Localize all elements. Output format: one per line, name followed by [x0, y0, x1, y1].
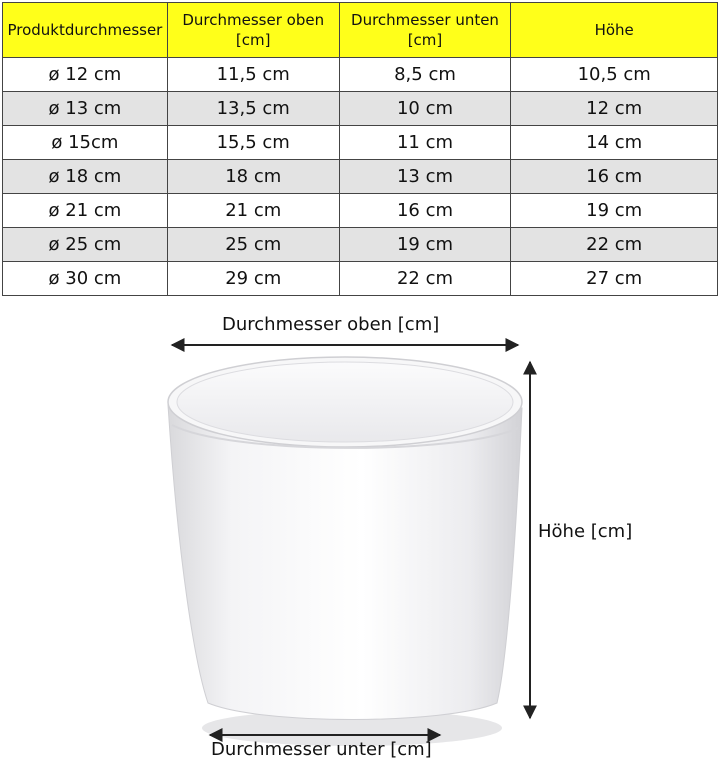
table-cell: 14 cm [511, 126, 718, 160]
table-cell: 16 cm [511, 160, 718, 194]
table-cell: 10 cm [339, 92, 511, 126]
table-cell: ø 12 cm [3, 58, 168, 92]
table-cell: 11,5 cm [167, 58, 339, 92]
table-cell: 11 cm [339, 126, 511, 160]
table-cell: 8,5 cm [339, 58, 511, 92]
table-cell: 13 cm [339, 160, 511, 194]
header-durchmesser-oben: Durchmesser oben [cm] [167, 3, 339, 58]
table-cell: 21 cm [167, 194, 339, 228]
table-cell: ø 30 cm [3, 262, 168, 296]
table-cell: ø 21 cm [3, 194, 168, 228]
table-cell: ø 25 cm [3, 228, 168, 262]
table-cell: 27 cm [511, 262, 718, 296]
header-hoehe: Höhe [511, 3, 718, 58]
table-cell: 19 cm [511, 194, 718, 228]
table-cell: 18 cm [167, 160, 339, 194]
table-cell: 10,5 cm [511, 58, 718, 92]
flower-pot-image [168, 357, 522, 746]
table-cell: ø 18 cm [3, 160, 168, 194]
header-produktdurchmesser: Produktdurchmesser [3, 3, 168, 58]
label-height: Höhe [cm] [538, 521, 633, 542]
table-cell: 29 cm [167, 262, 339, 296]
table-cell: 25 cm [167, 228, 339, 262]
table-cell: 15,5 cm [167, 126, 339, 160]
label-top-diameter: Durchmesser oben [cm] [222, 314, 440, 335]
table-cell: 19 cm [339, 228, 511, 262]
table-cell: 22 cm [511, 228, 718, 262]
table-cell: 12 cm [511, 92, 718, 126]
table-cell: 16 cm [339, 194, 511, 228]
table-cell: 22 cm [339, 262, 511, 296]
table-cell: ø 13 cm [3, 92, 168, 126]
table-cell: 13,5 cm [167, 92, 339, 126]
table-cell: ø 15cm [3, 126, 168, 160]
label-bottom-diameter: Durchmesser unter [cm] [211, 739, 432, 760]
header-durchmesser-unten: Durchmesser unten [cm] [339, 3, 511, 58]
